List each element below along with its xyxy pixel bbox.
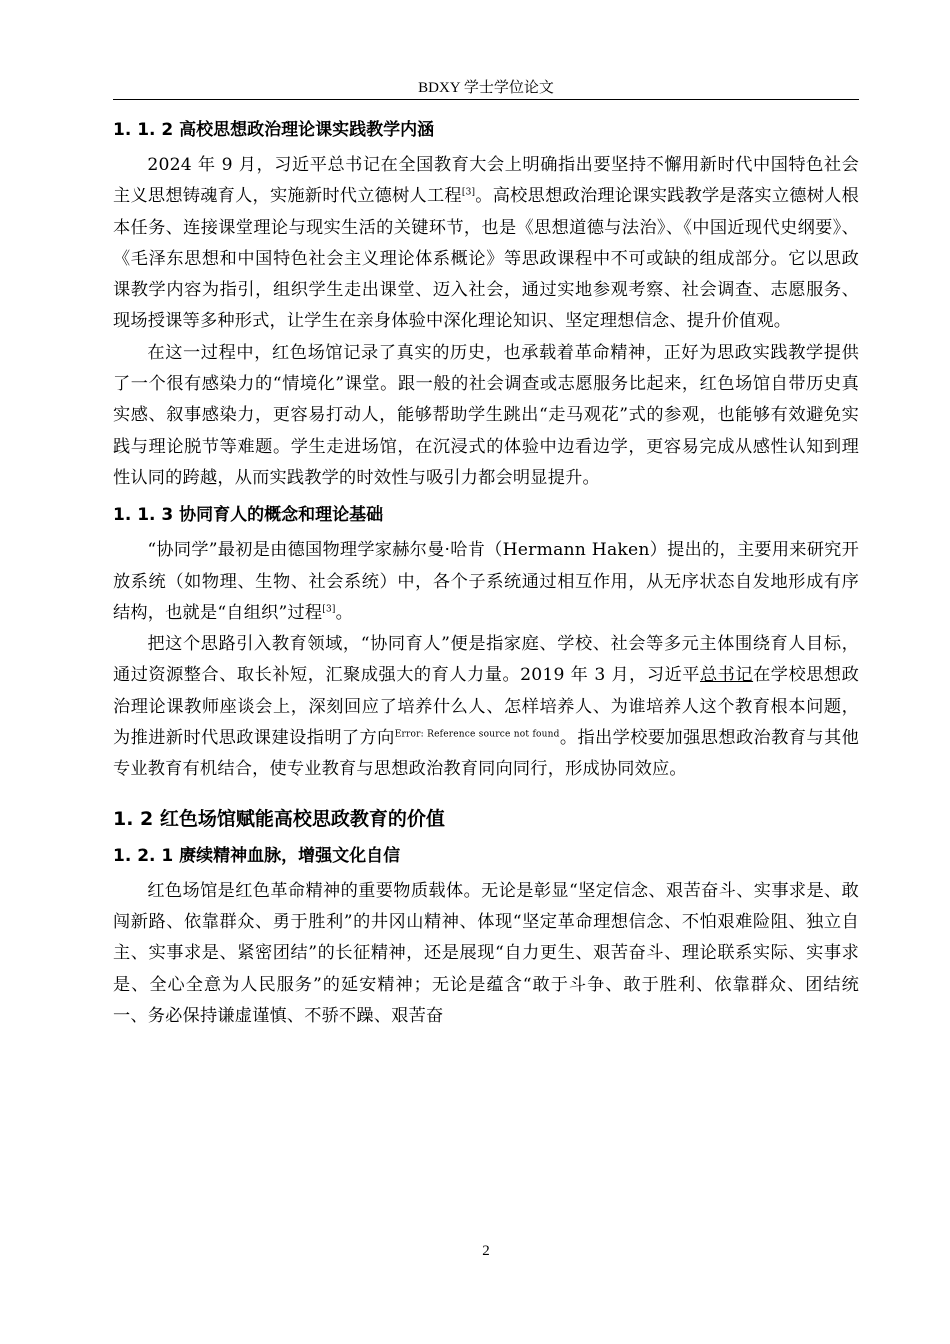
page-number: 2: [482, 1243, 490, 1259]
text-run: “协同学”最初是由德国物理学家赫尔曼·哈肯（Hermann Haken）提出的，主要用来研究开放系统（如物理、生物、社会系统）中，各个子系统通过相互作用，从无序状态自发地形成有序结构，也就是“自组织”过程: [113, 540, 859, 623]
paragraph: [113, 535, 859, 629]
header-rule: [113, 99, 859, 100]
text-run: 。: [335, 602, 353, 623]
citation-ref: [3]: [322, 604, 336, 615]
citation-ref: Error: Reference source not found: [394, 729, 560, 740]
section-heading-1-1-3: 1. 1. 3 协同育人的概念和理论基础: [113, 505, 384, 526]
body-content: [113, 115, 859, 1032]
underlined-text: 总书记: [699, 665, 754, 686]
text-run: 把这个思路引入教育领域，“协同育人”便是指家庭、学校、社会等多元主体围绕育人目标，通过资源整合、取长补短，汇聚成强大的育人力量。2019 年 3 月，习近平: [113, 634, 859, 686]
paragraph: [113, 150, 859, 338]
section-heading-1-2: 1. 2 红色场馆赋能高校思政教育的价值: [113, 807, 445, 830]
text-run: 2024 年 9 月，习近平总书记在全国教育大会上明确指出要坚持不懈用新时代中国特色社会主义思想铸魂育人，实施新时代立德树人工程: [113, 155, 859, 207]
running-header: BDXY 学士学位论文: [418, 80, 554, 96]
paragraph: [113, 629, 859, 785]
paragraph: 在这一过程中，红色场馆记录了真实的历史，也承载着革命精神，正好为思政实践教学提供了一个很有感染力的“情境化”课堂。跟一般的社会调查或志愿服务比起来，红色场馆自带历史真实感、叙事感染力，更容易打动人，能够帮助学生跳出“走马观花”式的参观，也能够有效避免实践与理论脱节等难题。学生走进场馆，在沉浸式的体验中边看边学，更容易完成从感性认知到理性认同的跨越，从而实践教学的时效性与吸引力都会明显提升。: [113, 342, 859, 488]
section-heading-1-2-1: 1. 2. 1 赓续精神血脉，增强文化自信: [113, 845, 401, 866]
section-heading-1-1-2: 1. 1. 2 高校思想政治理论课实践教学内涵: [113, 120, 435, 140]
text-run: 。高校思想政治理论课实践教学是落实立德树人根本任务、连接课堂理论与现实生活的关键环节，也是《思想道德与法治》、《中国近现代史纲要》、《毛泽东思想和中国特色社会主义理论体系概论》等思政课程中不可或缺的组成部分。它以思政课教学内容为指引，组织学生走出课堂、迈入社会，通过实地参观考察、社会调查、志愿服务、现场授课等多种形式，让学生在亲身体验中深化理论知识、坚定理想信念、提升价值观。: [113, 186, 859, 332]
paragraph: 红色场馆是红色革命精神的重要物质载体。无论是彰显“坚定信念、艰苦奋斗、实事求是、敢闯新路、依靠群众、勇于胜利”的井冈山精神、体现“坚定革命理想信念、不怕艰难险阻、独立自主、实事求是、紧密团结”的长征精神，还是展现“自力更生、艰苦奋斗、理论联系实际、实事求是、全心全意为人民服务”的延安精神；无论是蕴含“敢于斗争、敢于胜利、依靠群众、团结统一、务必保持谦虚谨慎、不骄不躁、艰苦奋: [113, 880, 859, 1026]
text-run: 在学校思想政治理论课教师座谈会上，深刻回应了培养什么人、怎样培养人、为谁培养人这个教育根本问题，为推进新时代思政课建设指明了方向: [113, 665, 859, 749]
text-run: 。指出学校要加强思想政治教育与其他专业教育有机结合，使专业教育与思想政治教育同向同行，形成协同效应。: [113, 728, 859, 780]
citation-ref: [3]: [461, 187, 476, 198]
